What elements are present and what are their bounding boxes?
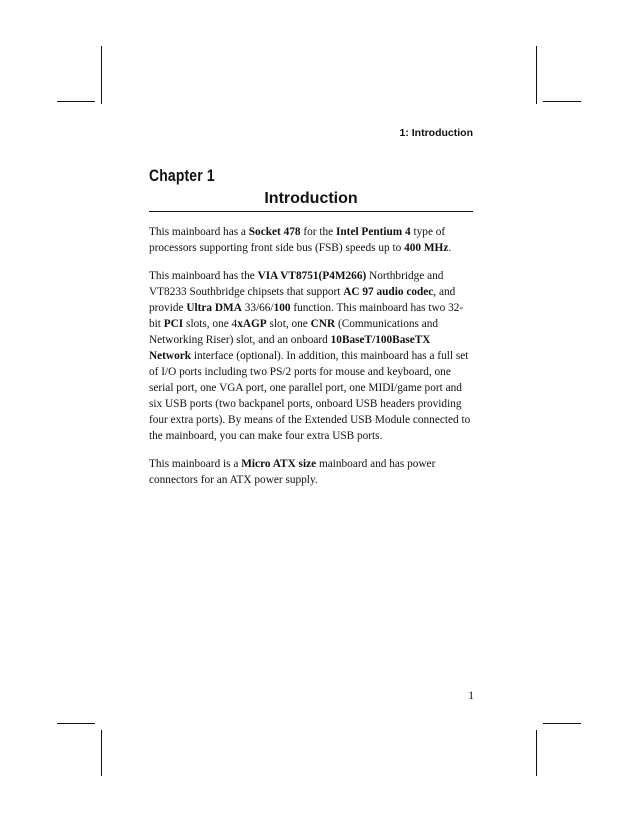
text-run: slots, one 4 xyxy=(183,318,238,330)
emphasis-run: 400 MHz xyxy=(404,242,449,254)
paragraph xyxy=(149,268,475,444)
crop-mark-top-right-vertical xyxy=(536,46,537,104)
emphasis-run: 10BaseT/100BaseTX Network xyxy=(149,334,431,362)
emphasis-run: VIA VT8751(P4M266) xyxy=(257,270,367,282)
text-run: . xyxy=(448,242,452,254)
emphasis-run: PCI xyxy=(163,318,184,330)
emphasis-run: Socket 478 xyxy=(248,226,301,238)
crop-mark-top-left-horizontal xyxy=(57,101,95,102)
emphasis-run: 100 xyxy=(273,302,291,314)
text-run: slot, one xyxy=(266,318,311,330)
crop-mark-top-right-horizontal xyxy=(543,101,581,102)
running-header: 1: Introduction xyxy=(399,127,473,139)
text-run: for the xyxy=(300,226,336,238)
text-run: interface (optional). In addition, this mainboard has a full set of I/O ports including two PS/2 ports for mouse and keyboard, one serial port, one VGA port, one parallel port, one MIDI/game port and six USB ports (two backpanel ports, onboard USB headers providing four extra ports). By means of the Extended USB Module connected to the mainboard, you can make four extra USB ports. xyxy=(149,350,471,442)
emphasis-run: Ultra DMA xyxy=(186,302,242,314)
emphasis-run: xAGP xyxy=(237,318,267,330)
text-run: Northbridge and VT8233 Southbridge chipsets that support xyxy=(149,270,444,298)
text-run: (Communications and Networking Riser) slot, and an onboard xyxy=(149,318,439,346)
paragraph xyxy=(149,224,475,256)
text-run: This mainboard has the xyxy=(149,270,258,282)
crop-mark-top-left-vertical xyxy=(101,46,102,104)
emphasis-run: AC 97 audio codec xyxy=(343,286,434,298)
crop-mark-bottom-left-horizontal xyxy=(57,723,95,724)
text-run: This mainboard is a xyxy=(149,458,242,470)
page-number: 1 xyxy=(468,690,474,702)
crop-mark-bottom-right-vertical xyxy=(536,730,537,776)
emphasis-run: Micro ATX size xyxy=(241,458,317,470)
text-run: function. This mainboard has two 32-bit xyxy=(149,302,464,330)
title-rule xyxy=(149,211,473,212)
chapter-title: Introduction xyxy=(264,190,358,207)
text-run: mainboard and has power connectors for an ATX power supply. xyxy=(149,458,436,486)
chapter-label: Chapter 1 xyxy=(149,166,215,185)
text-run: , and provide xyxy=(149,286,456,314)
body-text xyxy=(149,224,475,500)
emphasis-run: CNR xyxy=(310,318,336,330)
text-run: 33/66/ xyxy=(241,302,274,314)
text-run: This mainboard has a xyxy=(149,226,249,238)
text-run: type of processors supporting front side bus (FSB) speeds up to xyxy=(149,226,446,254)
crop-mark-bottom-left-vertical xyxy=(101,730,102,776)
crop-mark-bottom-right-horizontal xyxy=(543,723,581,724)
emphasis-run: Intel Pentium 4 xyxy=(336,226,411,238)
paragraph xyxy=(149,456,475,488)
